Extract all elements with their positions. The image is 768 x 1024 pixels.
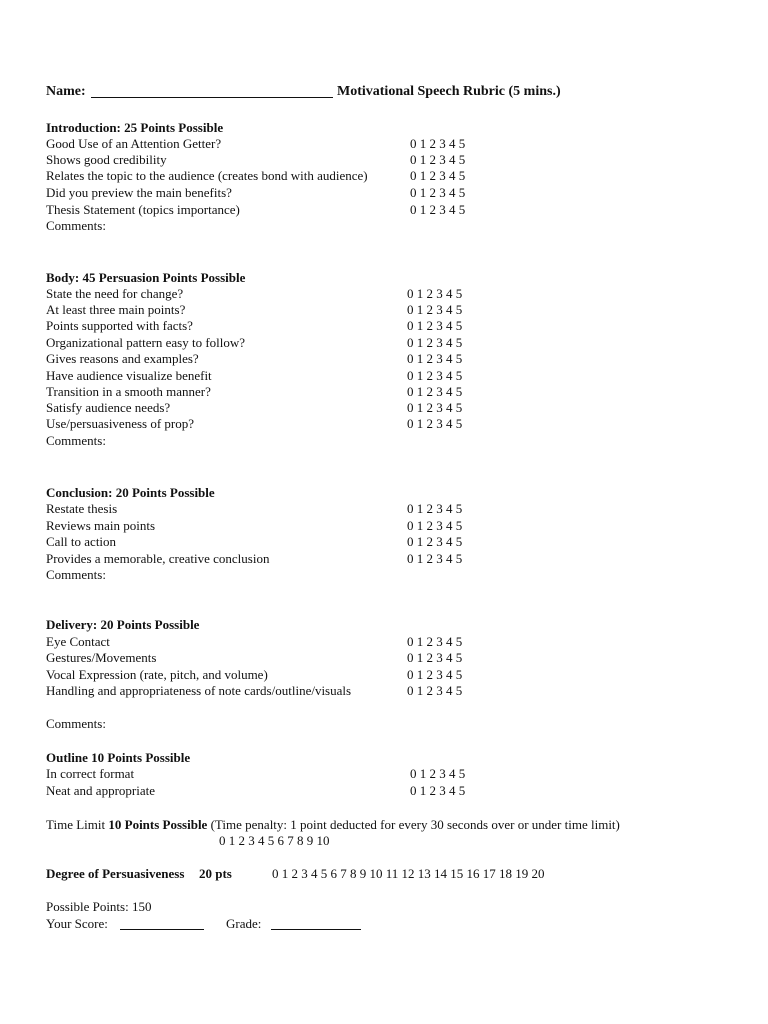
score-scale[interactable]: 0 1 2 3 4 5	[407, 501, 463, 516]
score-scale[interactable]: 0 1 2 3 4 5	[410, 202, 466, 217]
rubric-item-label: Provides a memorable, creative conclusion	[46, 551, 270, 566]
rubric-item-label: State the need for change?	[46, 286, 184, 301]
rubric-item-label: In correct format	[46, 766, 135, 781]
rubric-item-label: Satisfy audience needs?	[46, 400, 171, 415]
rubric-item-label: Good Use of an Attention Getter?	[46, 136, 222, 151]
time-limit-row	[46, 817, 620, 833]
rubric-item-label: Organizational pattern easy to follow?	[46, 335, 246, 350]
time-limit-points: 10 Points Possible	[108, 817, 208, 832]
rubric-item-label: Use/persuasiveness of prop?	[46, 416, 195, 431]
rubric-item-label: Shows good credibility	[46, 152, 167, 167]
rubric-item-label: Handling and appropriateness of note cards/outline/visuals	[46, 683, 352, 698]
rubric-item-label: Neat and appropriate	[46, 783, 156, 798]
rubric-item-label: Vocal Expression (rate, pitch, and volume)	[46, 667, 268, 682]
score-scale[interactable]: 0 1 2 3 4 5	[407, 400, 463, 415]
delivery-heading: Delivery: 20 Points Possible	[46, 617, 200, 632]
score-scale[interactable]: 0 1 2 3 4 5	[407, 650, 463, 665]
rubric-item-label: Restate thesis	[46, 501, 118, 516]
rubric-item-label: Eye Contact	[46, 634, 110, 649]
score-scale[interactable]: 0 1 2 3 4 5	[407, 351, 463, 366]
body-heading: Body: 45 Persuasion Points Possible	[46, 270, 246, 285]
score-scale[interactable]: 0 1 2 3 4 5	[410, 136, 466, 151]
score-scale[interactable]: 0 1 2 3 4 5	[407, 335, 463, 350]
rubric-item-label: Relates the topic to the audience (creates bond with audience)	[46, 168, 368, 183]
score-scale[interactable]: 0 1 2 3 4 5	[407, 368, 463, 383]
score-scale[interactable]: 0 1 2 3 4 5	[410, 783, 466, 798]
conclusion-comments-label: Comments:	[46, 567, 106, 582]
name-label: Name:	[46, 84, 86, 99]
rubric-item-label: Points supported with facts?	[46, 318, 193, 333]
time-limit-label: Time Limit	[46, 817, 106, 832]
introduction-comments-label: Comments:	[46, 218, 106, 233]
introduction-heading: Introduction: 25 Points Possible	[46, 120, 224, 135]
rubric-item-label: Thesis Statement (topics importance)	[46, 202, 240, 217]
score-scale[interactable]: 0 1 2 3 4 5	[410, 168, 466, 183]
score-scale[interactable]: 0 1 2 3 4 5	[407, 518, 463, 533]
body-comments-label: Comments:	[46, 433, 106, 448]
persuasiveness-scale[interactable]: 0 1 2 3 4 5 6 7 8 9 10 11 12 13 14 15 16 17 18 19 20	[272, 866, 545, 881]
time-limit-note: (Time penalty: 1 point deducted for every 30 seconds over or under time limit)	[210, 817, 620, 832]
rubric-item-label: At least three main points?	[46, 302, 186, 317]
score-scale[interactable]: 0 1 2 3 4 5	[407, 534, 463, 549]
conclusion-heading: Conclusion: 20 Points Possible	[46, 485, 215, 500]
score-scale[interactable]: 0 1 2 3 4 5	[407, 384, 463, 399]
score-scale[interactable]: 0 1 2 3 4 5	[407, 416, 463, 431]
rubric-item-label: Gives reasons and examples?	[46, 351, 199, 366]
score-scale[interactable]: 0 1 2 3 4 5	[407, 318, 463, 333]
delivery-comments-label: Comments:	[46, 716, 106, 731]
name-line[interactable]	[91, 85, 333, 98]
outline-heading: Outline 10 Points Possible	[46, 750, 191, 765]
rubric-item-label: Gestures/Movements	[46, 650, 157, 665]
rubric-item-label: Call to action	[46, 534, 117, 549]
grade-label: Grade:	[226, 916, 262, 931]
your-score-label: Your Score:	[46, 916, 108, 931]
rubric-item-label: Reviews main points	[46, 518, 156, 533]
your-score-line[interactable]	[120, 917, 204, 930]
page-title: Motivational Speech Rubric (5 mins.)	[337, 84, 561, 99]
possible-points: Possible Points: 150	[46, 899, 152, 914]
score-scale[interactable]: 0 1 2 3 4 5	[410, 766, 466, 781]
persuasiveness-label: Degree of Persuasiveness	[46, 866, 185, 881]
score-scale[interactable]: 0 1 2 3 4 5	[407, 667, 463, 682]
time-limit-scale[interactable]: 0 1 2 3 4 5 6 7 8 9 10	[219, 833, 330, 848]
rubric-item-label: Did you preview the main benefits?	[46, 185, 232, 200]
score-scale[interactable]: 0 1 2 3 4 5	[407, 683, 463, 698]
rubric-item-label: Transition in a smooth manner?	[46, 384, 211, 399]
score-scale[interactable]: 0 1 2 3 4 5	[407, 286, 463, 301]
score-scale[interactable]: 0 1 2 3 4 5	[407, 551, 463, 566]
score-scale[interactable]: 0 1 2 3 4 5	[410, 185, 466, 200]
persuasiveness-points: 20 pts	[199, 866, 232, 881]
score-scale[interactable]: 0 1 2 3 4 5	[407, 302, 463, 317]
score-scale[interactable]: 0 1 2 3 4 5	[410, 152, 466, 167]
score-scale[interactable]: 0 1 2 3 4 5	[407, 634, 463, 649]
grade-line[interactable]	[271, 917, 361, 930]
rubric-item-label: Have audience visualize benefit	[46, 368, 212, 383]
